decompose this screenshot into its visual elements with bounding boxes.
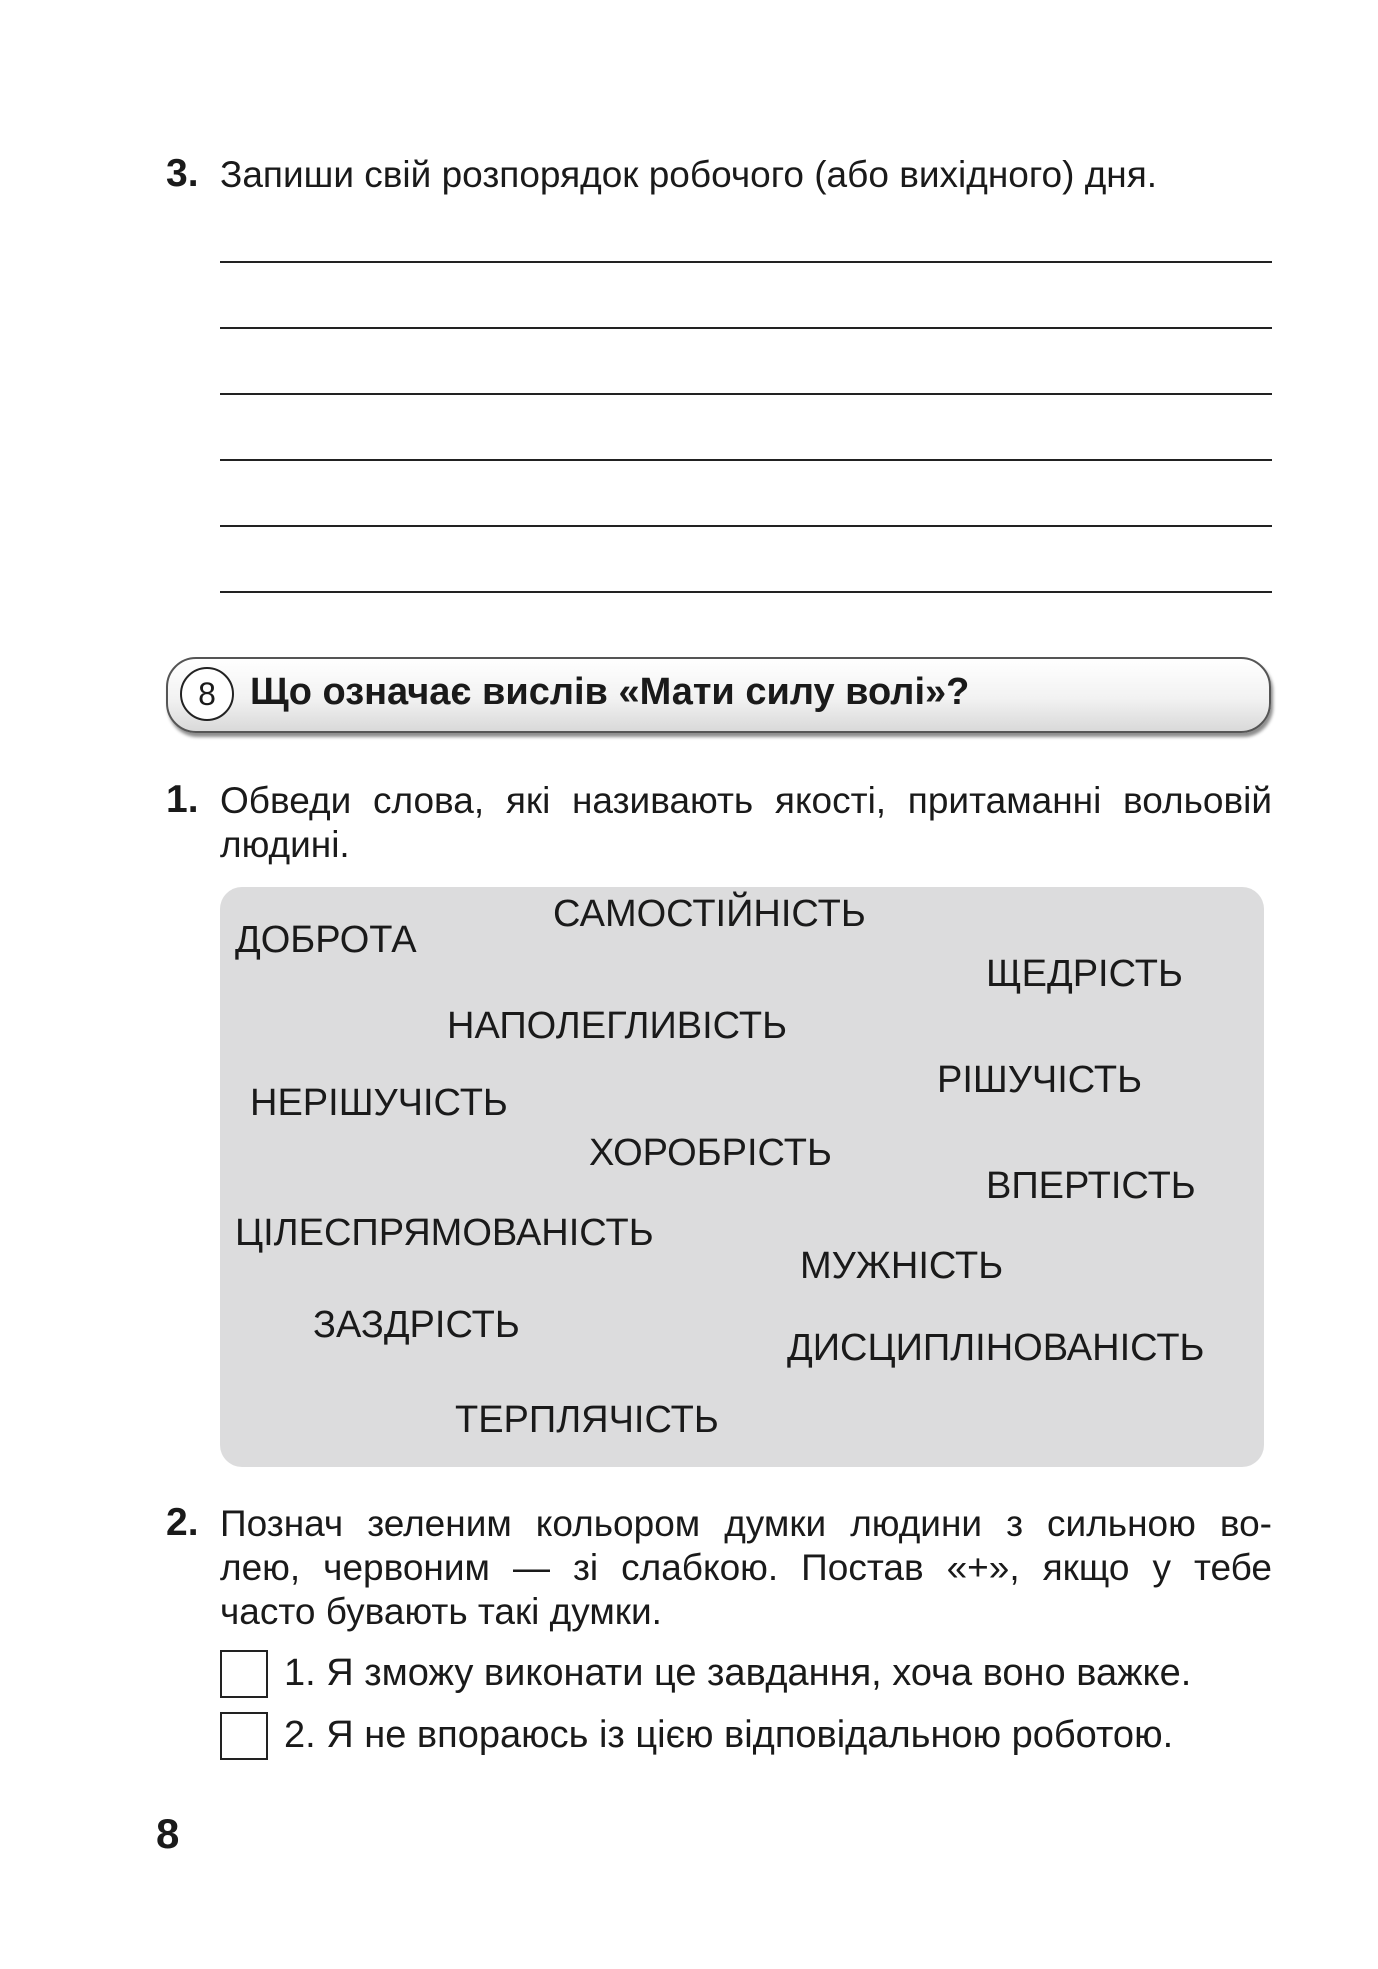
page-number: 8 xyxy=(156,1810,180,1857)
task-2-text-line-3: часто бувають такі думки. xyxy=(220,1591,662,1632)
thought-checkbox-1[interactable] xyxy=(220,1650,268,1698)
word-item[interactable]: ЗАЗДРІСТЬ xyxy=(313,1304,520,1346)
word-item[interactable]: ТЕРПЛЯЧІСТЬ xyxy=(455,1399,719,1441)
writing-line-2[interactable] xyxy=(220,327,1272,329)
word-item[interactable]: МУЖНІСТЬ xyxy=(800,1245,1004,1287)
word-item[interactable]: ЦІЛЕСПРЯМОВАНІСТЬ xyxy=(235,1212,654,1254)
word-item[interactable]: САМОСТІЙНІСТЬ xyxy=(553,893,866,935)
writing-line-5[interactable] xyxy=(220,525,1272,527)
task-2-text-line-2: лею, червоним — зі слабкою. Постав «+», якщо у тебе xyxy=(220,1547,1272,1588)
word-item[interactable]: ДИСЦИПЛІНОВАНІСТЬ xyxy=(787,1327,1205,1369)
task-1-text-line-1: Обведи слова, які називають якості, притаманні вольовій xyxy=(220,780,1272,821)
lesson-heading xyxy=(166,657,1271,733)
word-item[interactable]: НЕРІШУЧІСТЬ xyxy=(250,1082,508,1124)
task-1-text-line-2: людині. xyxy=(220,824,350,865)
writing-line-3[interactable] xyxy=(220,393,1272,395)
word-item[interactable]: ДОБРОТА xyxy=(235,919,417,961)
word-item[interactable]: ХОРОБРІСТЬ xyxy=(589,1132,832,1174)
word-item[interactable]: ВПЕРТІСТЬ xyxy=(986,1165,1196,1207)
task-3-number: 3. xyxy=(166,152,199,195)
word-box xyxy=(220,887,1264,1467)
thought-item-2: 2. Я не впораюсь із цією відповідальною роботою. xyxy=(284,1714,1174,1756)
word-item[interactable]: РІШУЧІСТЬ xyxy=(937,1059,1143,1101)
thought-checkbox-2[interactable] xyxy=(220,1712,268,1760)
word-item[interactable]: ЩЕДРІСТЬ xyxy=(986,953,1183,995)
task-1-number: 1. xyxy=(166,778,199,821)
writing-line-1[interactable] xyxy=(220,261,1272,263)
task-2-number: 2. xyxy=(166,1501,199,1544)
task-2-text-line-1: Познач зеленим кольором думки людини з сильною во- xyxy=(220,1503,1272,1544)
lesson-title: Що означає вислів «Мати силу волі»? xyxy=(250,671,970,713)
thought-item-1: 1. Я зможу виконати це завдання, хоча воно важке. xyxy=(284,1652,1192,1694)
word-item[interactable]: НАПОЛЕГЛИВІСТЬ xyxy=(447,1005,788,1047)
writing-line-4[interactable] xyxy=(220,459,1272,461)
task-3-text: Запиши свій розпорядок робочого (або вихідного) дня. xyxy=(220,154,1158,195)
lesson-number-badge: 8 xyxy=(180,667,234,721)
writing-line-6[interactable] xyxy=(220,591,1272,593)
